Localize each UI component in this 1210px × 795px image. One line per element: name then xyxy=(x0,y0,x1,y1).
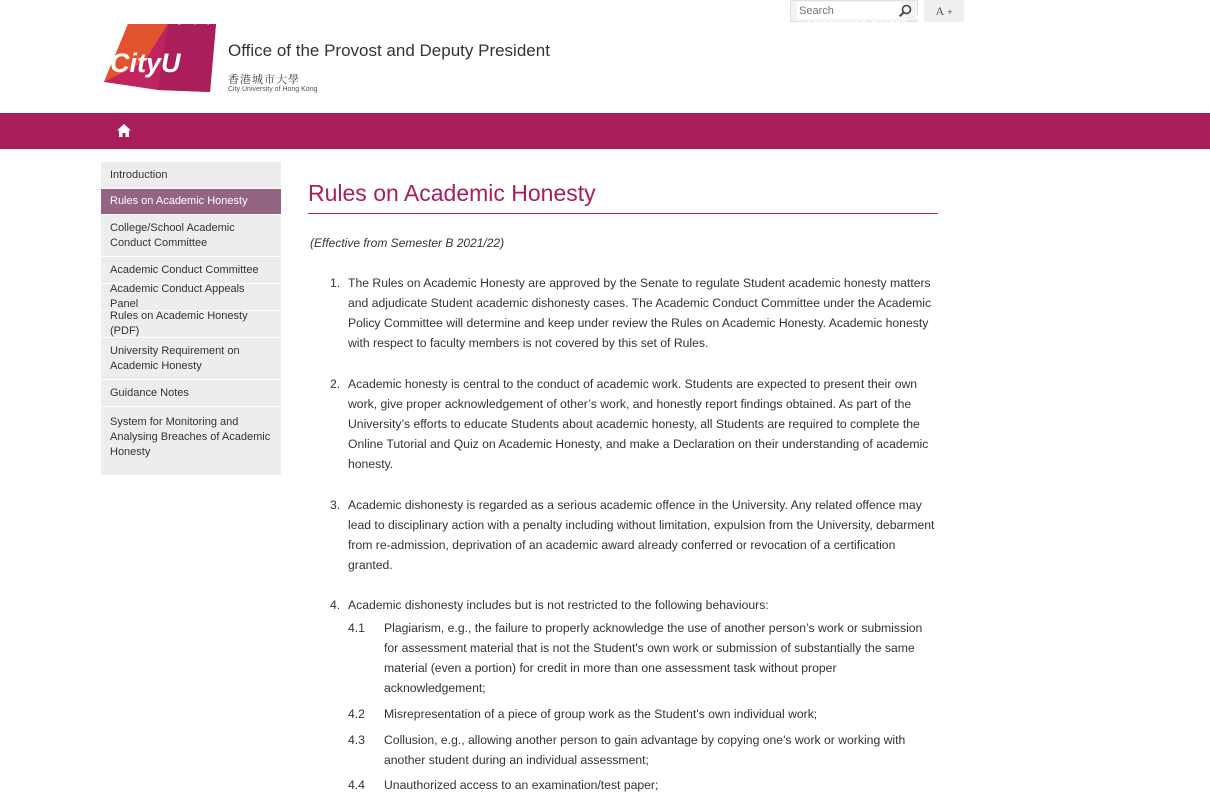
chinese-name: 香港城市大學 xyxy=(228,74,300,86)
nav-senate[interactable] xyxy=(475,0,608,36)
list-number: 1. xyxy=(330,276,341,290)
font-size-plus: + xyxy=(947,7,953,17)
list-item xyxy=(330,273,945,355)
sidebar-item-label: Rules on Academic Honesty (PDF) xyxy=(110,310,248,337)
office-title: Office of the Provost and Deputy President xyxy=(228,41,550,60)
english-name: City University of Hong Kong xyxy=(228,86,318,93)
main-nav xyxy=(0,113,1210,149)
sub-list-number: 4.3 xyxy=(348,733,365,747)
title-divider xyxy=(308,213,938,214)
sidebar-item-rules[interactable] xyxy=(101,189,281,215)
nav-academic-personnel-line1: Academic xyxy=(612,5,665,19)
sidebar-item-label: Guidance Notes xyxy=(110,386,189,399)
list-number: 2. xyxy=(330,377,341,391)
logo-text: CityU xyxy=(110,48,181,78)
sub-list-item xyxy=(348,704,938,726)
chevron-down-icon: ▼ xyxy=(460,13,469,22)
sub-list-number: 4.1 xyxy=(348,621,365,635)
nav-academic-matters[interactable] xyxy=(400,0,469,36)
list-item xyxy=(330,595,945,617)
sidebar-item-guidance-notes[interactable] xyxy=(101,380,281,407)
home-icon[interactable] xyxy=(116,123,132,138)
nav-flagship-line1: Flagship xyxy=(311,5,357,19)
sidebar-item-label: College/School Academic Conduct Committee xyxy=(110,221,235,249)
list-item xyxy=(330,374,945,476)
list-text: Academic honesty is central to the conduct of academic work. Students are expected to present their own work, give proper acknowledgement of other’s work, and honestly report findings obtained. As part of the University’s efforts to educate Students about academic honesty, all Students are required to complete the Online Tutorial and Quiz on Academic Honesty, and make a Declaration on their understanding of academic honesty. xyxy=(348,377,929,472)
sub-list-item xyxy=(348,618,938,700)
nav-associated-offices[interactable] xyxy=(808,0,921,36)
sub-list-text: Unauthorized access to an examination/test paper; xyxy=(384,778,659,792)
sidebar-item-label: Academic Conduct Appeals Panel xyxy=(110,283,245,310)
sub-list-text: Misrepresentation of a piece of group work as the Student's own individual work; xyxy=(384,707,818,721)
sidebar-item-label: Introduction xyxy=(110,168,168,181)
sub-list-item xyxy=(348,775,938,795)
list-text: Academic dishonesty is regarded as a serious academic offence in the University. Any related offence may lead to disciplinary action with a penalty including without limitation, expulsion from the University, debarment from re-admission, deprivation of an academic award already conferred or revocation of a certification granted. xyxy=(348,498,935,573)
list-text: Academic dishonesty includes but is not restricted to the following behaviours: xyxy=(348,598,769,612)
nav-flagship[interactable] xyxy=(311,0,380,36)
sub-list-number: 4.2 xyxy=(348,707,365,721)
nav-academic-personnel[interactable] xyxy=(612,0,680,36)
chevron-down-icon: ▼ xyxy=(672,13,680,22)
nav-academic-matters-line2: Matters xyxy=(400,17,441,31)
nav-guidelines-line1: Guidelines & xyxy=(688,5,757,19)
chevron-down-icon: ▼ xyxy=(599,13,608,22)
chevron-down-icon: ▼ xyxy=(795,13,804,22)
nav-our-team-label: Our Team xyxy=(237,11,290,25)
nav-our-team[interactable] xyxy=(237,0,303,36)
sub-list-item xyxy=(348,730,938,772)
nav-guidelines[interactable] xyxy=(688,0,803,36)
sidebar-item-conduct-committee[interactable] xyxy=(101,257,281,284)
sidebar-item-label: Rules on Academic Honesty xyxy=(110,195,248,207)
nav-senate-line2: University Reports xyxy=(475,17,574,31)
sidebar-item-label: System for Monitoring and Analysing Breaches of Academic Honesty xyxy=(110,415,271,458)
nav-academic-personnel-line2: Personnel xyxy=(612,17,667,31)
sub-list-number: 4.4 xyxy=(348,778,365,792)
list-text: The Rules on Academic Honesty are approved by the Senate to regulate Student academic honesty matters and adjudicate Student academic dishonesty cases. The Academic Conduct Committee under the Academic Policy Committee will determine and keep under review the Rules on Academic Honesty. Academic honesty with respect to faculty members is not covered by this set of Rules. xyxy=(348,276,932,351)
font-size-button[interactable] xyxy=(924,0,964,22)
nav-senate-line1: Senate Committees & xyxy=(475,5,592,19)
chevron-down-icon: ▼ xyxy=(295,13,304,22)
sidebar-item-introduction[interactable] xyxy=(101,162,281,189)
nav-associated-offices-label: Associated Offices xyxy=(808,11,908,25)
font-size-label: A xyxy=(935,4,945,18)
list-number: 4. xyxy=(330,598,341,612)
sub-list-text: Plagiarism, e.g., the failure to properly acknowledge the use of another person’s work or submission for assessment material that is not the Student's own work or submission of substantially the same material (even a portion) for credit in more than one assessment task without proper acknowledgement; xyxy=(384,621,923,696)
nav-academic-matters-line1: Academic xyxy=(400,5,453,19)
sidebar xyxy=(101,162,281,475)
nav-guidelines-line2: Reporting Systems xyxy=(688,17,790,31)
sidebar-item-university-requirement[interactable] xyxy=(101,338,281,380)
nav-biography[interactable] xyxy=(159,0,213,36)
sidebar-item-label: Academic Conduct Committee xyxy=(110,263,259,276)
sidebar-item-college-committee[interactable] xyxy=(101,215,281,257)
nav-biography-label: Biography xyxy=(159,11,214,25)
sidebar-item-appeals-panel[interactable] xyxy=(101,284,281,311)
sidebar-item-monitoring-system[interactable] xyxy=(101,407,281,467)
sidebar-item-rules-pdf[interactable] xyxy=(101,311,281,338)
list-number: 3. xyxy=(330,498,341,512)
chevron-down-icon: ▼ xyxy=(913,13,922,22)
list-item xyxy=(330,495,945,577)
sidebar-item-label: University Requirement on Academic Honesty xyxy=(110,344,240,372)
page-title: Rules on Academic Honesty xyxy=(308,180,596,206)
effective-date: (Effective from Semester B 2021/22) xyxy=(310,236,505,250)
sub-list-text: Collusion, e.g., allowing another person to gain advantage by copying one's work or working with another student during an individual assessment; xyxy=(384,733,906,768)
nav-flagship-line2: Programmes xyxy=(311,17,380,31)
